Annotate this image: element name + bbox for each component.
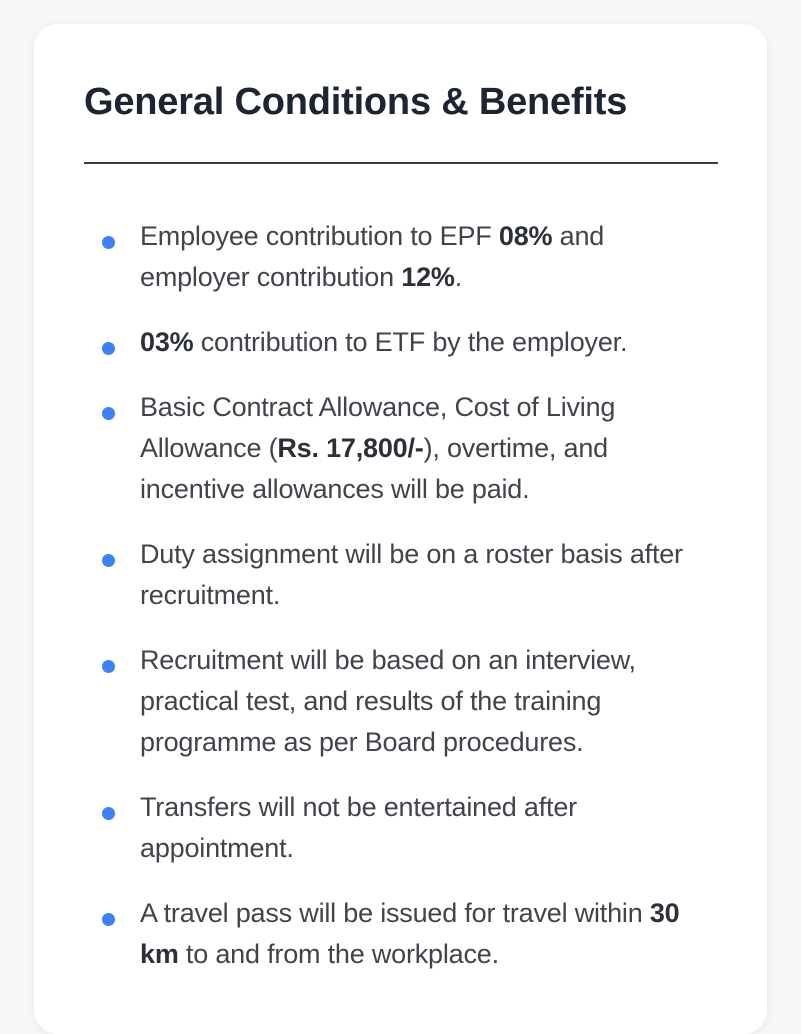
bullet-icon xyxy=(102,807,115,820)
item-text: Duty assignment will be on a roster basis after recruitment. xyxy=(140,539,683,610)
item-text: A travel pass will be issued for travel within xyxy=(140,898,650,928)
list-item xyxy=(84,534,717,616)
bullet-icon xyxy=(102,236,115,249)
item-text: contribution to ETF by the employer. xyxy=(193,327,628,357)
item-bold-text: 08% xyxy=(498,221,553,251)
list-item xyxy=(84,387,717,510)
item-bold-text: 12% xyxy=(401,262,455,292)
item-bold-text: Rs. 17,800/- xyxy=(277,433,424,463)
bullet-icon xyxy=(102,342,115,355)
bullet-icon xyxy=(102,660,115,673)
list-item xyxy=(84,640,717,763)
item-text: Recruitment will be based on an interview, practical test, and results of the training programme as per Board procedures. xyxy=(140,645,636,757)
benefit-list xyxy=(84,216,717,975)
item-text: Basic Contract Allowance, Cost of Living Allowance ( xyxy=(140,392,616,463)
item-text: ), overtime, and incentive allowances will be paid. xyxy=(140,433,608,504)
bullet-icon xyxy=(102,407,115,420)
conditions-card xyxy=(34,24,767,1034)
item-text: . xyxy=(454,262,463,292)
item-bold-text: 03% xyxy=(140,327,194,357)
list-item xyxy=(84,787,717,869)
item-text: and employer contribution xyxy=(140,221,605,292)
bullet-icon xyxy=(102,913,115,926)
bullet-icon xyxy=(102,554,115,567)
item-text: Employee contribution to EPF xyxy=(140,221,499,251)
item-text: Transfers will not be entertained after appointment. xyxy=(140,792,577,863)
card-title: General Conditions & Benefits xyxy=(84,81,628,123)
item-bold-text: 30 km xyxy=(140,898,680,969)
item-text: to and from the workplace. xyxy=(178,939,499,969)
title-divider xyxy=(84,162,718,164)
list-item xyxy=(84,322,717,363)
list-item xyxy=(84,893,717,975)
list-item xyxy=(84,216,717,298)
